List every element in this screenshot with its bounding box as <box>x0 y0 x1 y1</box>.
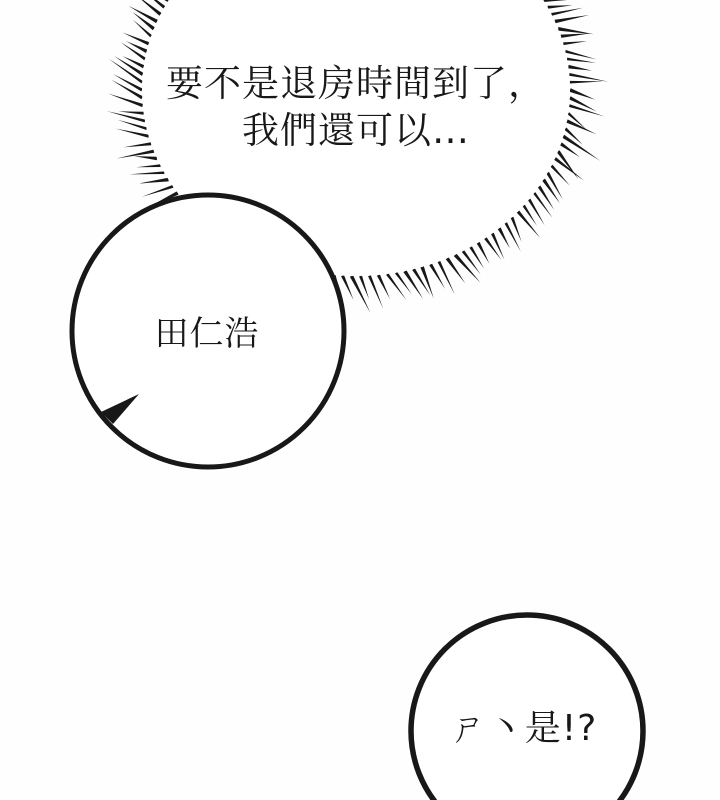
burst-tick <box>563 41 587 45</box>
burst-tick <box>386 273 406 300</box>
burst-tick <box>555 15 590 23</box>
shout-bubble-text <box>0 60 712 154</box>
burst-tick <box>554 157 584 181</box>
burst-tick <box>544 0 569 2</box>
burst-tick <box>134 156 157 160</box>
burst-tick <box>462 250 481 274</box>
burst-tick <box>551 8 583 16</box>
shout-bubble-line-1: 要不是退房時間到了， <box>166 62 546 105</box>
burst-tick <box>123 33 150 46</box>
burst-tick <box>548 5 573 9</box>
burst-tick <box>565 50 597 59</box>
burst-tick <box>542 179 560 204</box>
burst-tick <box>533 192 552 218</box>
burst-tick <box>403 270 423 299</box>
burst-tick <box>133 20 152 38</box>
burst-tick <box>558 27 594 34</box>
reply-bubble-text: ㄕ丶是!? <box>450 708 598 749</box>
burst-tick <box>505 222 521 252</box>
burst-tick <box>136 164 160 167</box>
burst-tick <box>139 178 169 184</box>
burst-tick <box>517 211 541 239</box>
burst-tick <box>511 217 522 242</box>
burst-tick <box>142 185 173 197</box>
burst-tick <box>491 233 504 260</box>
burst-tick <box>498 227 510 248</box>
burst-tick <box>129 171 164 174</box>
shout-bubble-line-2: 我們還可以… <box>242 109 470 152</box>
burst-tick <box>538 186 555 210</box>
burst-tick <box>377 274 390 299</box>
burst-tick <box>561 33 590 38</box>
name-bubble-text: 田仁浩 <box>154 314 260 354</box>
